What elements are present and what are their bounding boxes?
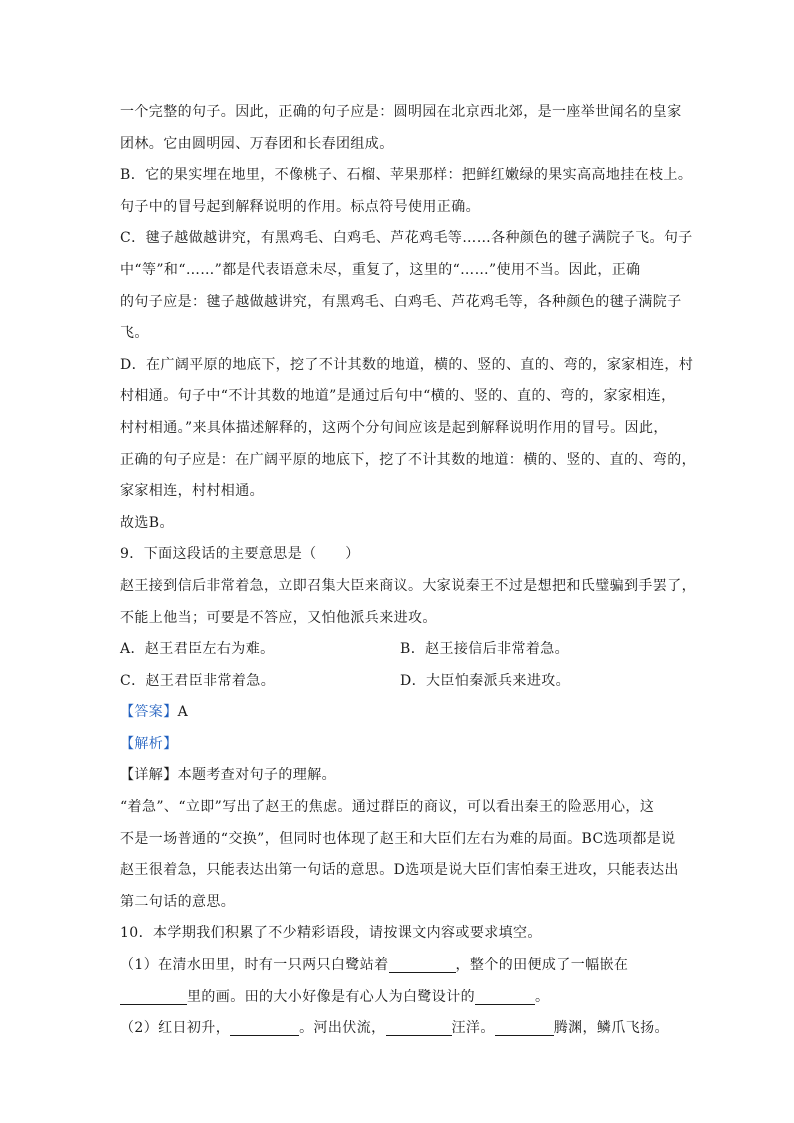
answer-value: A (177, 704, 189, 721)
question-9-stem: 9．下面这段话的主要意思是（ ） (120, 546, 360, 563)
detail-line (120, 760, 680, 792)
text-line: C．毽子越做越讲究，有黑鸡毛、白鸡毛、芦花鸡毛等……各种颜色的毽子满院子飞。句子 (120, 230, 693, 247)
text-line: 中“等”和“……”都是代表语意未尽，重复了，这里的“……”使用不当。因此，正确 (120, 261, 641, 278)
text-line: 村相通。句子中“不计其数的地道”是通过后句中“横的、竖的、直的、弯的，家家相连， (120, 388, 676, 405)
text-line: 飞。 (120, 325, 149, 342)
text-line: 的句子应是：毽子越做越讲究，有黑鸡毛、白鸡毛、芦花鸡毛等，各种颜色的毽子满院子 (120, 293, 682, 310)
fill-blank (495, 1019, 554, 1036)
answer-tag: 【答案】 (120, 704, 178, 721)
fill-text: 汪洋。 (451, 1020, 495, 1037)
fill-blank (386, 1019, 452, 1036)
fill-text: ，整个的田便成了一幅嵌在 (455, 957, 629, 974)
fill-text: （2）红日初升， (120, 1020, 231, 1037)
text-line: D．在广阔平原的地底下，挖了不计其数的地道，横的、竖的、直的、弯的，家家相连，村 (120, 356, 694, 373)
page-content (120, 97, 696, 1045)
fill-text: 。 (535, 988, 550, 1005)
fill-line (120, 950, 680, 982)
text-line: 正确的句子应是：在广阔平原的地底下，挖了不计其数的地道：横的、竖的、直的、弯的， (120, 451, 696, 468)
fill-text: 里的画。田的大小好像是有心人为白鹭设计的 (187, 988, 475, 1005)
text-line: B．它的果实埋在地里，不像桃子、石榴、苹果那样：把鲜红嫩绿的果实高高地挂在枝上。 (120, 167, 693, 184)
fill-text: （1）在清水田里，时有一只两只白鹭站着 (120, 957, 389, 974)
option-c: C．赵王君臣非常着急。 (120, 672, 276, 689)
text-line: 不能上他当；可要是不答应，又怕他派兵来进攻。 (120, 609, 437, 626)
fill-line (120, 1013, 680, 1045)
option-b: B．赵王接信后非常着急。 (400, 641, 570, 658)
fill-text: 。河出伏流， (299, 1020, 386, 1037)
conclusion-line: 故选B。 (120, 514, 174, 531)
fill-blank (475, 988, 535, 1005)
fill-line (120, 982, 680, 1014)
analysis-tag: 【解析】 (120, 735, 178, 752)
text-line: 团林。它由圆明园、万春团和长春团组成。 (120, 135, 394, 152)
option-a: A．赵王君臣左右为难。 (120, 641, 275, 658)
text-line: 家家相连，村村相通。 (120, 483, 264, 500)
fill-text: 腾渊，鳞爪飞扬。 (553, 1020, 669, 1037)
text-line: 赵王很着急，只能表达出第一句话的意思。D选项是说大臣们害怕秦王进攻，只能表达出 (120, 862, 679, 879)
text-line: 第二句话的意思。 (120, 893, 236, 910)
options-row (120, 634, 680, 666)
detail-tag: 【详解】 (120, 767, 178, 784)
text-line: 赵王接到信后非常着急，立即召集大臣来商议。大家说秦王不过是想把和氏璧骗到手罢了， (120, 577, 696, 594)
option-d: D．大臣怕秦派兵来进攻。 (400, 672, 571, 689)
fill-blank (389, 956, 456, 973)
text-line: 不是一场普通的“交换”，但同时也体现了赵王和大臣们左右为难的局面。BC选项都是说 (120, 830, 676, 847)
answer-line (120, 697, 680, 729)
text-line: 句子中的冒号起到解释说明的作用。标点符号使用正确。 (120, 198, 480, 215)
detail-text: 本题考查对句子的理解。 (177, 767, 337, 784)
text-line: 村村相通。”来具体描述解释的，这两个分句间应该是起到解释说明作用的冒号。因此， (120, 419, 668, 436)
fill-blank (120, 988, 187, 1005)
analysis-line (120, 729, 680, 761)
fill-blank (230, 1019, 299, 1036)
text-line: 一个完整的句子。因此，正确的句子应是：圆明园在北京西北郊，是一座举世闻名的皇家 (120, 104, 682, 120)
options-row (120, 666, 680, 698)
text-line: “着急”、“立即”写出了赵王的焦虑。通过群臣的商议，可以看出秦王的险恶用心，这 (120, 799, 655, 816)
question-10-stem: 10．本学期我们积累了不少精彩语段，请按课文内容或要求填空。 (120, 925, 542, 942)
